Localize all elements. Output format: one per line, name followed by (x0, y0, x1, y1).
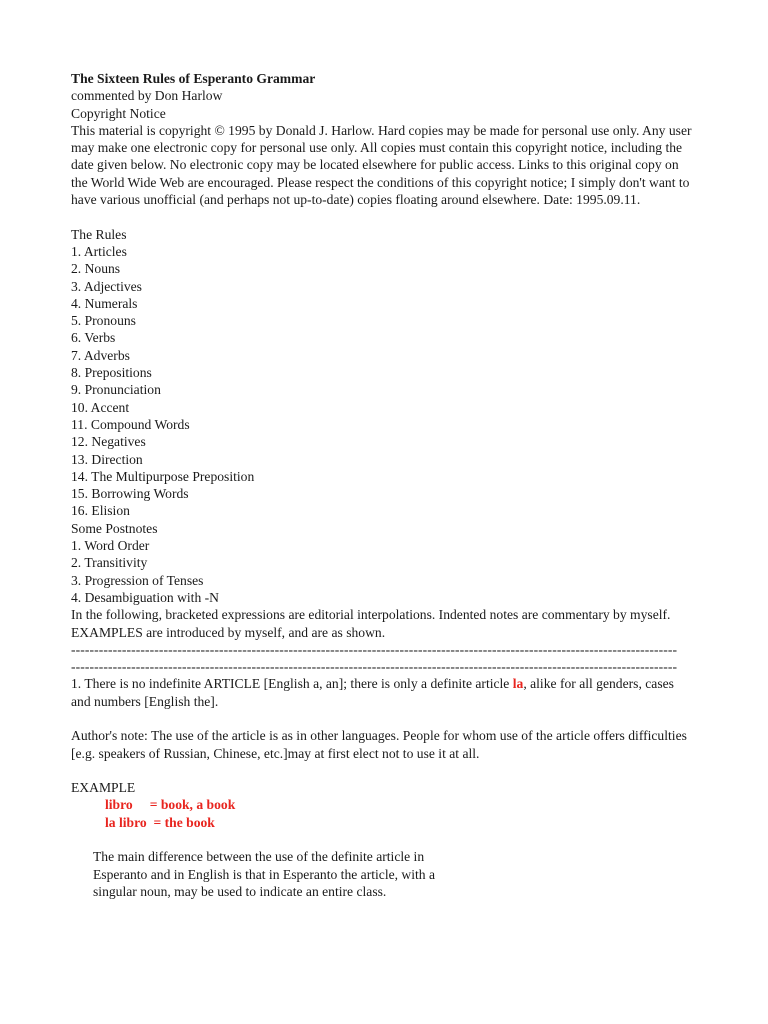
list-item: 6. Verbs (71, 330, 116, 346)
spacer (71, 208, 696, 225)
rules-heading: The Rules (71, 226, 127, 242)
list-item: 13. Direction (71, 451, 143, 467)
list-item: 14. The Multipurpose Preposition (71, 468, 255, 484)
list-item: 9. Pronunciation (71, 382, 161, 398)
rules-list (71, 243, 696, 520)
article-la: la (512, 676, 524, 692)
list-item: 16. Elision (71, 503, 130, 519)
rule-1-before: 1. There is no indefinite ARTICLE [English a, an]; there is only a definite article (71, 676, 513, 692)
document-body (71, 70, 696, 900)
copyright-heading: Copyright Notice (71, 105, 166, 121)
list-item: 3. Adjectives (71, 278, 142, 294)
list-item: 8. Prepositions (71, 365, 152, 381)
postnotes-heading: Some Postnotes (71, 520, 158, 536)
list-item: 1. Word Order (71, 538, 150, 554)
example-heading: EXAMPLE (71, 780, 136, 796)
list-item: 1. Articles (71, 243, 127, 259)
list-item: 2. Transitivity (71, 555, 148, 571)
document-title: The Sixteen Rules of Esperanto Grammar (71, 71, 316, 86)
example-row: la libro = the book (105, 814, 215, 830)
copyright-text: This material is copyright © 1995 by Donald J. Harlow. Hard copies may be made for personal use only. Any user may make one electronic copy for personal use only. All copies must contain this copyright notice, including the date given below. No electronic copy may be located elsewhere for public access. Links to this original copy on the World Wide Web are encouraged. Please respect the conditions of this copyright notice; I simply don't want to have various unofficial (and perhaps not up-to-date) copies floating around elsewhere. Date: 1995.09.11. (71, 122, 692, 208)
rule-1-after: , alike for all genders, cases and numbers [English the]. (71, 676, 674, 709)
divider-line: ----------------------------------------------------------------------------------------------------------------------------------- (71, 659, 678, 675)
example-row: libro = book, a book (105, 797, 236, 813)
rule-1-text (71, 675, 696, 710)
spacer (71, 710, 696, 727)
list-item: 5. Pronouns (71, 313, 136, 329)
divider-line: ----------------------------------------------------------------------------------------------------------------------------------- (71, 641, 678, 657)
list-item: 2. Nouns (71, 261, 121, 277)
spacer (71, 762, 696, 779)
list-item: 7. Adverbs (71, 347, 130, 363)
byline: commented by Don Harlow (71, 88, 223, 104)
list-item: 4. Desambiguation with -N (71, 589, 219, 605)
list-item: 10. Accent (71, 399, 130, 415)
commentary-note: The main difference between the use of the definite article in Esperanto and in English is that in Esperanto the article, with a singular noun, may be used to indicate an entire class. (93, 849, 436, 899)
list-item: 4. Numerals (71, 295, 138, 311)
intro-note: In the following, bracketed expressions are editorial interpolations. Indented notes are commentary by myself. EXAMPLES are introduced by myself, and are as shown. (71, 607, 671, 640)
list-item: 3. Progression of Tenses (71, 572, 204, 588)
postnotes-list (71, 537, 696, 606)
author-note: Author's note: The use of the article is as in other languages. People for whom use of the article offers difficulties [e.g. speakers of Russian, Chinese, etc.]may at first elect not to use it at all. (71, 728, 687, 761)
list-item: 11. Compound Words (71, 416, 190, 432)
list-item: 15. Borrowing Words (71, 486, 189, 502)
spacer (71, 831, 696, 848)
list-item: 12. Negatives (71, 434, 146, 450)
